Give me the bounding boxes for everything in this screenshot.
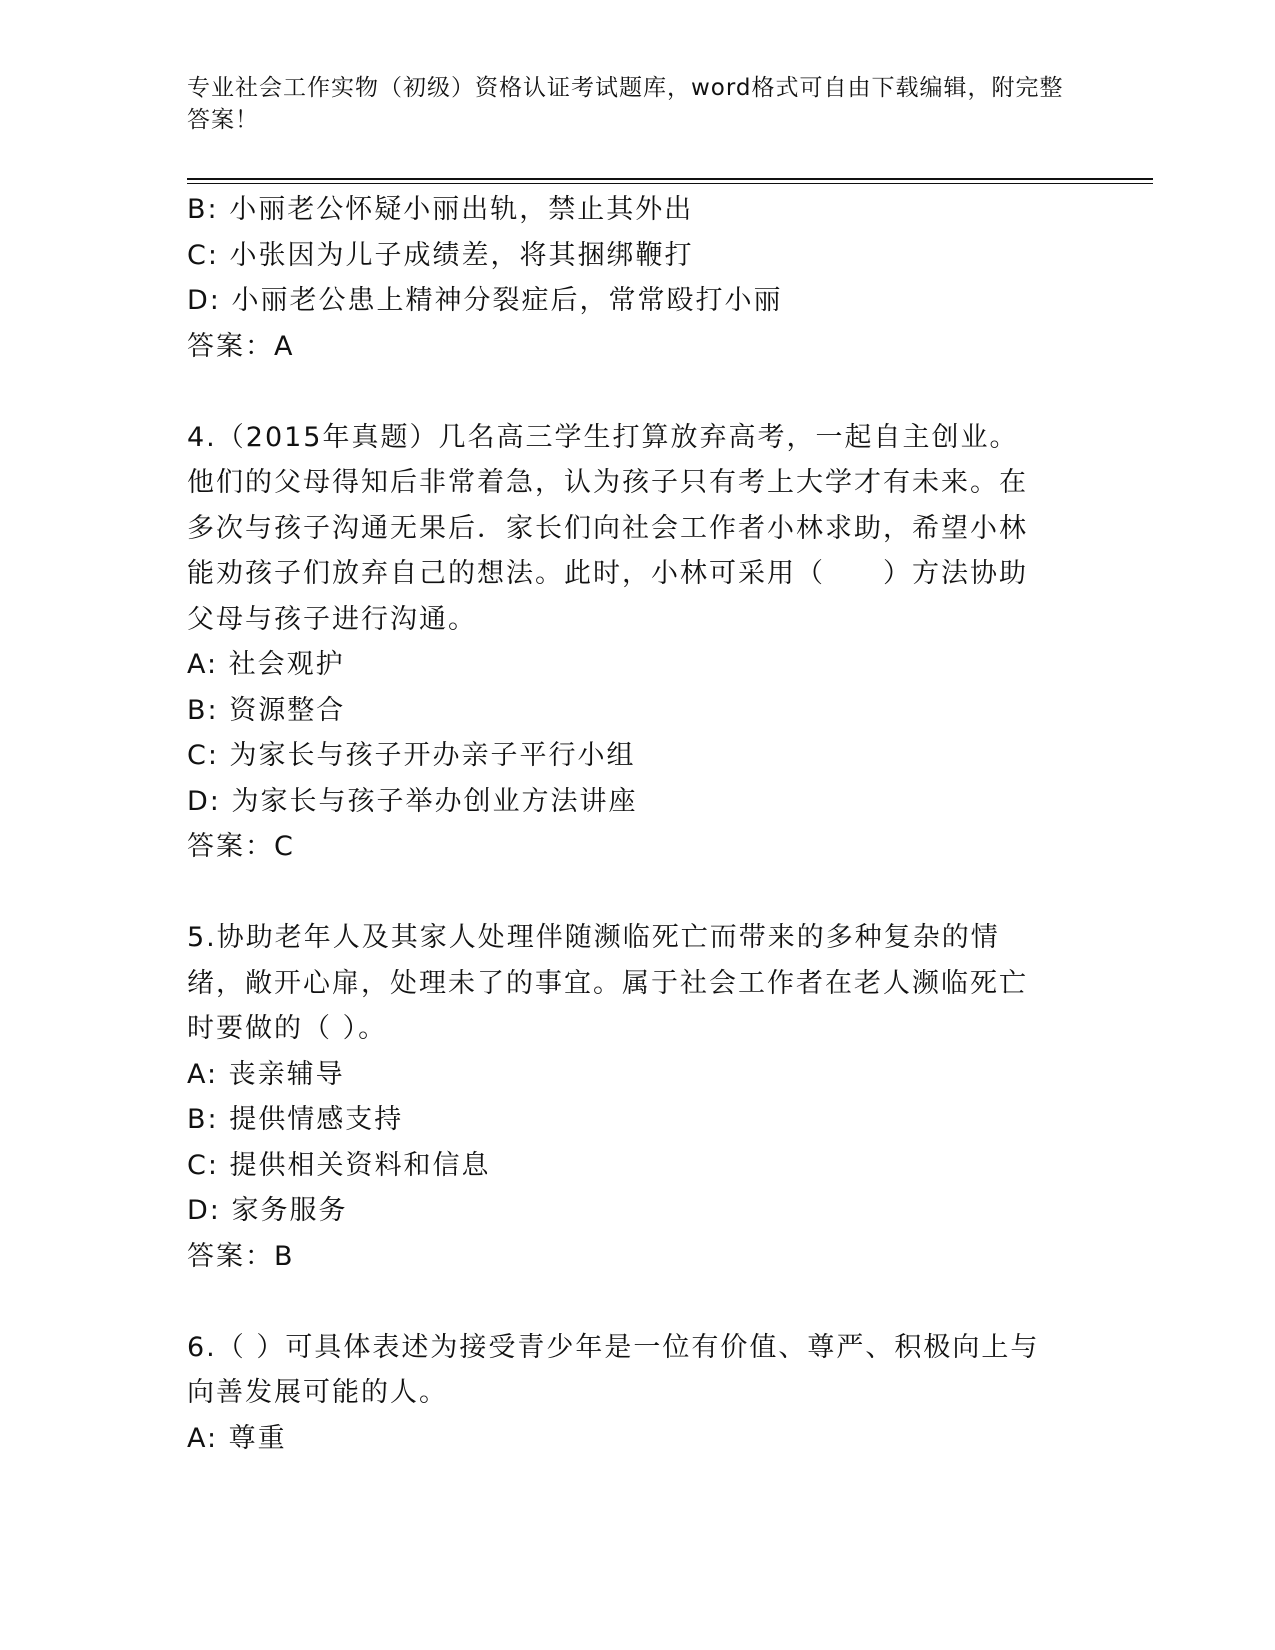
spacer [187,369,1087,415]
question-stem: 5.协助老年人及其家人处理伴随濒临死亡而带来的多种复杂的情绪，敞开心扉，处理未了的事宜。属于社会工作者在老人濒临死亡时要做的（ ）。 [187,922,1028,1044]
option-c: C: 提供相关资料和信息 [187,1149,491,1181]
question-3-tail [187,187,1087,369]
option-c: C: 小张因为儿子成绩差，将其捆绑鞭打 [187,239,694,271]
spacer [187,870,1087,916]
option-b: B: 小丽老公怀疑小丽出轨，禁止其外出 [187,194,694,225]
option-a: A: 社会观护 [187,649,345,680]
answer: 答案：A [187,330,295,362]
answer: 答案：B [187,1240,295,1272]
option-b: B: 资源整合 [187,694,346,726]
option-d: D: 为家长与孩子举办创业方法讲座 [187,785,638,817]
header-rule-thin [187,183,1153,184]
page-header: 专业社会工作实物（初级）资格认证考试题库，word格式可自由下载编辑，附完整答案！ [187,75,1064,133]
question-stem: 6.（ ）可具体表述为接受青少年是一位有价值、尊严、积极向上与向善发展可能的人。 [187,1331,1040,1408]
question-6 [187,1325,1087,1462]
option-d: D: 家务服务 [187,1195,348,1226]
option-c: C: 为家长与孩子开办亲子平行小组 [187,740,636,771]
option-b: B: 提供情感支持 [187,1104,404,1135]
question-4 [187,415,1087,870]
document-body [187,187,1087,1461]
question-5 [187,915,1087,1279]
option-d: D: 小丽老公患上精神分裂症后，常常殴打小丽 [187,285,783,316]
spacer [187,1279,1087,1325]
header-rule-thick [187,178,1153,180]
option-a: A: 尊重 [187,1422,287,1454]
question-stem: 4.（2015年真题）几名高三学生打算放弃高考，一起自主创业。他们的父母得知后非常着急，认为孩子只有考上大学才有未来。在多次与孩子沟通无果后．家长们向社会工作者小林求助，希望小林能劝孩子们放弃自己的想法。此时，小林可采用（ ）方法协助父母与孩子进行沟通。 [187,421,1028,635]
option-a: A: 丧亲辅导 [187,1058,345,1090]
answer: 答案：C [187,831,295,862]
